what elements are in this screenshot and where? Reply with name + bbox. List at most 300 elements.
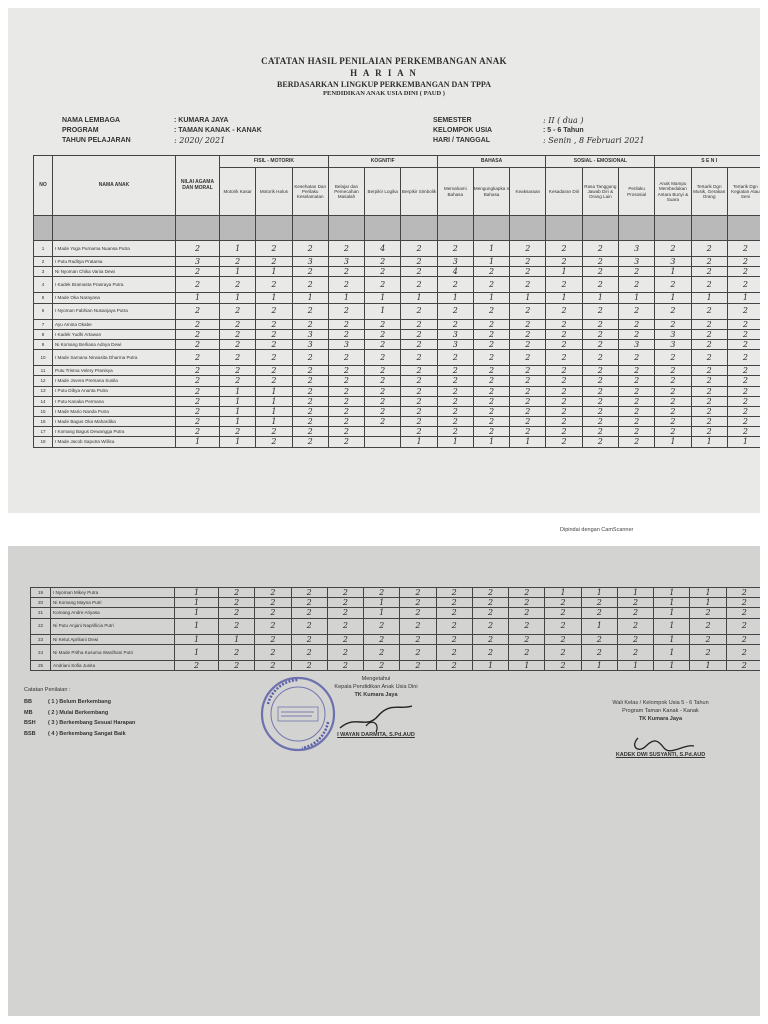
shaded-cell (401, 216, 437, 241)
student-no: 23 (31, 634, 51, 644)
score-cell: 2 (618, 366, 654, 376)
score-cell: 2 (546, 350, 582, 366)
score-cell: 2 (473, 339, 509, 349)
student-row (34, 427, 761, 437)
student-no: 15 (34, 406, 53, 416)
student-name: I Made Bagus Oka Mahardika (53, 417, 176, 427)
info-label: KELOMPOK USIA (433, 126, 493, 134)
score-cell: 2 (691, 339, 727, 349)
score-cell: 2 (582, 241, 618, 257)
shaded-cell (546, 216, 582, 241)
score-cell: 2 (291, 588, 327, 598)
score-cell: 2 (473, 366, 509, 376)
score-cell: 2 (364, 618, 400, 634)
score-cell: 3 (292, 329, 328, 339)
score-cell: 1 (220, 417, 256, 427)
score-cell: 2 (509, 598, 545, 608)
score-cell: 1 (220, 293, 256, 303)
student-row (34, 329, 761, 339)
score-cell: 2 (655, 277, 691, 293)
score-cell: 2 (582, 396, 618, 406)
score-cell: 2 (220, 277, 256, 293)
score-cell: 2 (255, 618, 291, 634)
score-cell: 2 (473, 406, 509, 416)
signature-head-name: I WAYAN DARMITA, S.Pd.AUD (337, 732, 415, 738)
score-cell: 1 (256, 386, 292, 396)
document-page-2 (8, 546, 760, 1016)
score-cell: 1 (654, 644, 690, 660)
score-cell: 2 (510, 386, 546, 396)
score-cell: 2 (691, 366, 727, 376)
col-header: Berpikir Logika (365, 168, 401, 216)
shaded-cell (365, 216, 401, 241)
score-cell: 2 (581, 598, 617, 608)
score-cell: 2 (255, 634, 291, 644)
legend-desc: ( 2 ) Mulai Berkembang (48, 709, 109, 716)
score-cell: 2 (655, 417, 691, 427)
score-cell: 2 (436, 598, 472, 608)
student-name: I Made Oka Narayana (53, 293, 176, 303)
score-cell: 2 (220, 329, 256, 339)
signature-scribble-head (336, 704, 416, 734)
score-cell: 1 (220, 241, 256, 257)
legend-desc: ( 3 ) Berkembang Sesuai Harapan (48, 720, 136, 727)
score-cell: 2 (436, 644, 472, 660)
info-row (433, 125, 645, 135)
score-cell: 2 (256, 376, 292, 386)
legend-code: BSH (24, 720, 36, 727)
col-header: Perilaku Prososial (618, 168, 654, 216)
score-cell: 2 (510, 339, 546, 349)
student-row (34, 386, 761, 396)
score-cell: 2 (617, 618, 653, 634)
score-cell: 2 (176, 366, 220, 376)
student-no: 20 (31, 598, 51, 608)
score-cell: 2 (618, 267, 654, 277)
score-cell: 2 (473, 329, 509, 339)
student-row (34, 267, 761, 277)
score-cell: 2 (581, 644, 617, 660)
score-cell: 2 (691, 376, 727, 386)
score-cell: 2 (727, 386, 760, 396)
score-cell: 2 (176, 277, 220, 293)
score-cell: 2 (292, 303, 328, 319)
score-cell: 2 (437, 386, 473, 396)
score-cell: 1 (691, 293, 727, 303)
score-cell: 1 (617, 660, 653, 670)
student-name: Putu Trisma Velery Pranisya (53, 366, 176, 376)
score-cell: 1 (581, 660, 617, 670)
score-cell: 1 (364, 608, 400, 618)
shaded-cell (328, 216, 364, 241)
info-row (62, 135, 262, 145)
score-cell: 2 (292, 366, 328, 376)
score-cell: 1 (618, 293, 654, 303)
score-cell: 2 (655, 427, 691, 437)
score-cell: 2 (473, 303, 509, 319)
score-cell: 2 (437, 376, 473, 386)
score-cell: 2 (691, 417, 727, 427)
score-cell: 1 (581, 618, 617, 634)
score-cell: 2 (510, 319, 546, 329)
score-cell: 2 (401, 339, 437, 349)
score-cell: 2 (176, 329, 220, 339)
document-subtitle: H A R I A N (350, 68, 418, 78)
score-cell: 2 (617, 634, 653, 644)
shaded-cell (176, 216, 220, 241)
score-cell: 2 (546, 386, 582, 396)
score-cell: 1 (473, 241, 509, 257)
score-cell: 2 (582, 376, 618, 386)
score-cell: 3 (618, 339, 654, 349)
score-cell: 1 (175, 588, 219, 598)
student-row (34, 319, 761, 329)
student-no: 18 (34, 437, 53, 447)
score-cell: 2 (582, 329, 618, 339)
score-cell: 2 (401, 396, 437, 406)
col-header: Memahami Bahasa (437, 168, 473, 216)
student-no: 6 (34, 303, 53, 319)
student-name: I Made Jacob Saputra Willica (53, 437, 176, 447)
score-cell: 2 (365, 319, 401, 329)
shaded-cell (582, 216, 618, 241)
score-cell: 2 (618, 376, 654, 386)
score-cell: 2 (727, 257, 760, 267)
score-cell: 2 (176, 339, 220, 349)
student-row (31, 660, 761, 670)
score-cell: 2 (255, 588, 291, 598)
score-cell: 2 (727, 350, 760, 366)
score-cell: 1 (655, 437, 691, 447)
score-cell: 2 (328, 319, 364, 329)
shaded-cell (34, 216, 53, 241)
score-cell: 2 (691, 427, 727, 437)
score-cell: 2 (546, 427, 582, 437)
score-cell: 2 (727, 417, 760, 427)
score-cell: 1 (175, 598, 219, 608)
score-cell: 2 (546, 303, 582, 319)
score-cell: 2 (256, 366, 292, 376)
score-cell: 2 (655, 241, 691, 257)
col-header: Tertarik Dgn Kegiatan Atau Seni (727, 168, 760, 216)
score-cell: 1 (654, 660, 690, 670)
score-cell: 2 (365, 339, 401, 349)
score-cell: 1 (220, 267, 256, 277)
score-cell: 2 (691, 350, 727, 366)
shaded-cell (292, 216, 328, 241)
score-cell: 2 (437, 241, 473, 257)
student-no: 12 (34, 376, 53, 386)
score-cell: 2 (509, 608, 545, 618)
score-cell: 2 (473, 386, 509, 396)
score-cell: 1 (654, 588, 690, 598)
score-cell: 2 (400, 644, 436, 660)
score-cell: 1 (401, 437, 437, 447)
score-cell: 2 (328, 437, 364, 447)
score-cell: 2 (691, 267, 727, 277)
score-cell: 1 (220, 386, 256, 396)
score-cell: 2 (292, 427, 328, 437)
score-cell: 2 (176, 427, 220, 437)
score-cell: 2 (220, 427, 256, 437)
score-cell: 2 (618, 329, 654, 339)
score-cell: 1 (365, 303, 401, 319)
score-cell: 1 (256, 267, 292, 277)
score-cell: 1 (473, 437, 509, 447)
score-cell: 2 (436, 618, 472, 634)
score-cell: 1 (690, 598, 726, 608)
student-no: 13 (34, 386, 53, 396)
score-cell: 2 (472, 608, 508, 618)
legend-item (24, 718, 135, 729)
student-row (34, 339, 761, 349)
score-cell: 2 (727, 241, 760, 257)
student-name: I Nyoman Mikey Putra (51, 588, 175, 598)
score-cell: 2 (617, 598, 653, 608)
info-label: SEMESTER (433, 116, 472, 124)
student-no: 16 (34, 417, 53, 427)
score-cell: 1 (546, 267, 582, 277)
col-header: Kesehatan Dan Perilaku Keselamatan (292, 168, 328, 216)
score-cell: 2 (365, 366, 401, 376)
col-header: Tertarik Dgn Musik, Gerakan Orang (691, 168, 727, 216)
score-cell: 4 (365, 241, 401, 257)
score-cell: 2 (510, 303, 546, 319)
score-cell: 2 (618, 396, 654, 406)
student-row (34, 277, 761, 293)
student-row (34, 376, 761, 386)
score-cell: 2 (219, 598, 255, 608)
score-cell: 2 (328, 329, 364, 339)
score-cell: 3 (437, 257, 473, 267)
score-cell: 1 (175, 634, 219, 644)
score-cell: 2 (365, 350, 401, 366)
info-value: : 2020/ 2021 (174, 135, 226, 145)
signature-teacher-line2: Program Taman Kanak - Kanak (622, 708, 699, 714)
score-cell: 2 (473, 427, 509, 437)
score-cell: 2 (655, 303, 691, 319)
score-cell: 2 (292, 277, 328, 293)
score-cell: 1 (690, 588, 726, 598)
score-cell: 2 (727, 329, 760, 339)
score-cell: 2 (176, 350, 220, 366)
student-name: Ni Ketut Apriliani Dewi (51, 634, 175, 644)
score-cell: 1 (727, 293, 760, 303)
score-cell: 2 (328, 267, 364, 277)
score-cell: 2 (219, 588, 255, 598)
student-name: I Made Samana Nirwasita Dharma Putra (53, 350, 176, 366)
score-cell: 2 (401, 241, 437, 257)
student-name: Andriani Sofia Junita (51, 660, 175, 670)
score-cell: 1 (175, 618, 219, 634)
student-row (31, 618, 761, 634)
score-cell: 1 (510, 437, 546, 447)
score-cell: 1 (654, 608, 690, 618)
student-no: 25 (31, 660, 51, 670)
score-cell: 2 (255, 660, 291, 670)
score-cell: 2 (655, 386, 691, 396)
score-cell: 2 (546, 406, 582, 416)
score-cell: 2 (255, 598, 291, 608)
signature-teacher-line1: Wali Kelas / Kelompok Usia 5 - 6 Tahun (612, 700, 709, 706)
score-cell: 2 (472, 598, 508, 608)
score-cell: 2 (655, 319, 691, 329)
score-cell: 2 (727, 406, 760, 416)
score-cell: 2 (582, 267, 618, 277)
student-name: I Putu Dibya Ananta Putra (53, 386, 176, 396)
score-cell: 2 (510, 427, 546, 437)
score-cell: 2 (365, 386, 401, 396)
score-cell: 2 (691, 329, 727, 339)
score-cell: 2 (176, 386, 220, 396)
score-cell: 2 (510, 329, 546, 339)
score-cell: 3 (618, 241, 654, 257)
score-cell: 2 (176, 396, 220, 406)
score-cell: 2 (220, 319, 256, 329)
student-no: 17 (34, 427, 53, 437)
score-cell: 3 (437, 329, 473, 339)
score-cell: 1 (292, 293, 328, 303)
score-cell: 2 (546, 376, 582, 386)
student-row (34, 303, 761, 319)
score-cell: 2 (365, 277, 401, 293)
score-cell: 2 (545, 660, 581, 670)
score-cell: 2 (328, 396, 364, 406)
signature-scribble-teacher (628, 730, 698, 756)
shaded-cell (437, 216, 473, 241)
score-cell: 2 (219, 644, 255, 660)
student-no: 11 (34, 366, 53, 376)
col-header-no: NO (34, 156, 53, 216)
document-program-full: PENDIDIKAN ANAK USIA DINI ( PAUD ) (323, 90, 445, 97)
student-row (34, 406, 761, 416)
score-cell: 2 (256, 329, 292, 339)
document-title: CATATAN HASIL PENILAIAN PERKEMBANGAN ANAK (261, 56, 507, 66)
student-row (31, 608, 761, 618)
score-cell: 2 (291, 608, 327, 618)
score-cell: 3 (292, 257, 328, 267)
score-cell: 2 (546, 417, 582, 427)
score-cell: 2 (690, 634, 726, 644)
score-cell: 2 (618, 427, 654, 437)
info-value: : TAMAN KANAK - KANAK (174, 126, 262, 134)
signature-head-line1: Mengetahui (361, 676, 391, 682)
score-cell: 1 (175, 608, 219, 618)
score-cell: 2 (437, 350, 473, 366)
score-cell: 1 (691, 437, 727, 447)
score-cell: 2 (327, 598, 363, 608)
score-cell: 2 (256, 303, 292, 319)
score-cell: 2 (328, 303, 364, 319)
signature-teacher-line3: TK Kumara Jaya (638, 716, 683, 722)
student-row (34, 293, 761, 303)
score-cell: 2 (472, 618, 508, 634)
signature-head (276, 676, 476, 738)
score-cell: 2 (727, 277, 760, 293)
score-cell: 2 (437, 396, 473, 406)
shaded-cell (53, 216, 176, 241)
student-no: 24 (31, 644, 51, 660)
info-left (62, 115, 262, 145)
score-cell: 1 (256, 406, 292, 416)
shaded-cell (220, 216, 256, 241)
score-cell: 2 (726, 608, 760, 618)
signature-teacher (573, 700, 748, 758)
score-cell: 2 (365, 267, 401, 277)
score-cell: 2 (546, 319, 582, 329)
assessment-table-continued (30, 587, 760, 671)
student-name: Komang Andre Ariyasa (51, 608, 175, 618)
student-row (31, 644, 761, 660)
score-cell: 2 (510, 366, 546, 376)
score-cell: 2 (401, 386, 437, 396)
student-no: 2 (34, 257, 53, 267)
score-cell: 2 (545, 598, 581, 608)
score-cell: 2 (327, 634, 363, 644)
score-cell: 1 (365, 293, 401, 303)
score-cell: 2 (365, 376, 401, 386)
score-cell: 2 (655, 406, 691, 416)
score-cell (365, 427, 401, 437)
score-cell: 2 (545, 644, 581, 660)
score-cell: 2 (328, 417, 364, 427)
score-cell: 3 (655, 329, 691, 339)
score-cell: 2 (220, 257, 256, 267)
score-cell: 2 (617, 608, 653, 618)
score-cell: 2 (727, 267, 760, 277)
score-cell: 1 (690, 660, 726, 670)
shaded-cell (655, 216, 691, 241)
legend-code: MB (24, 709, 33, 716)
score-cell: 2 (510, 406, 546, 416)
score-cell: 2 (400, 634, 436, 644)
score-cell: 2 (292, 386, 328, 396)
score-cell: 2 (401, 277, 437, 293)
score-cell: 2 (401, 350, 437, 366)
score-cell: 2 (472, 634, 508, 644)
student-no: 5 (34, 293, 53, 303)
score-cell: 2 (618, 406, 654, 416)
student-name: Ni Komang Berliana Adnya Dewi (53, 339, 176, 349)
score-cell: 1 (510, 293, 546, 303)
score-cell: 2 (727, 396, 760, 406)
score-cell: 2 (365, 257, 401, 267)
signature-teacher-name: KADEK DWI SUSYANTI, S.Pd.AUD (615, 752, 706, 758)
score-cell: 2 (582, 303, 618, 319)
score-cell: 2 (691, 319, 727, 329)
document-header (8, 56, 760, 97)
student-name: I Made Mario Nanda Putra (53, 406, 176, 416)
score-cell: 2 (546, 329, 582, 339)
score-cell: 2 (582, 406, 618, 416)
student-row (31, 634, 761, 644)
score-cell: 1 (472, 660, 508, 670)
student-no: 21 (31, 608, 51, 618)
col-header-nilai: NILAI AGAMA DAN MORAL (176, 156, 220, 216)
score-cell: 2 (726, 588, 760, 598)
score-cell: 2 (726, 618, 760, 634)
score-cell: 2 (726, 634, 760, 644)
shaded-cell (691, 216, 727, 241)
score-cell: 2 (364, 644, 400, 660)
student-no: 19 (31, 588, 51, 598)
score-cell: 2 (690, 644, 726, 660)
student-no: 1 (34, 241, 53, 257)
legend-desc: ( 1 ) Belum Berkembang (48, 699, 111, 706)
signature-head-line2: Kepala Pendidikan Anak Usia Dini (334, 684, 418, 690)
score-cell: 2 (546, 339, 582, 349)
score-cell: 2 (291, 598, 327, 608)
